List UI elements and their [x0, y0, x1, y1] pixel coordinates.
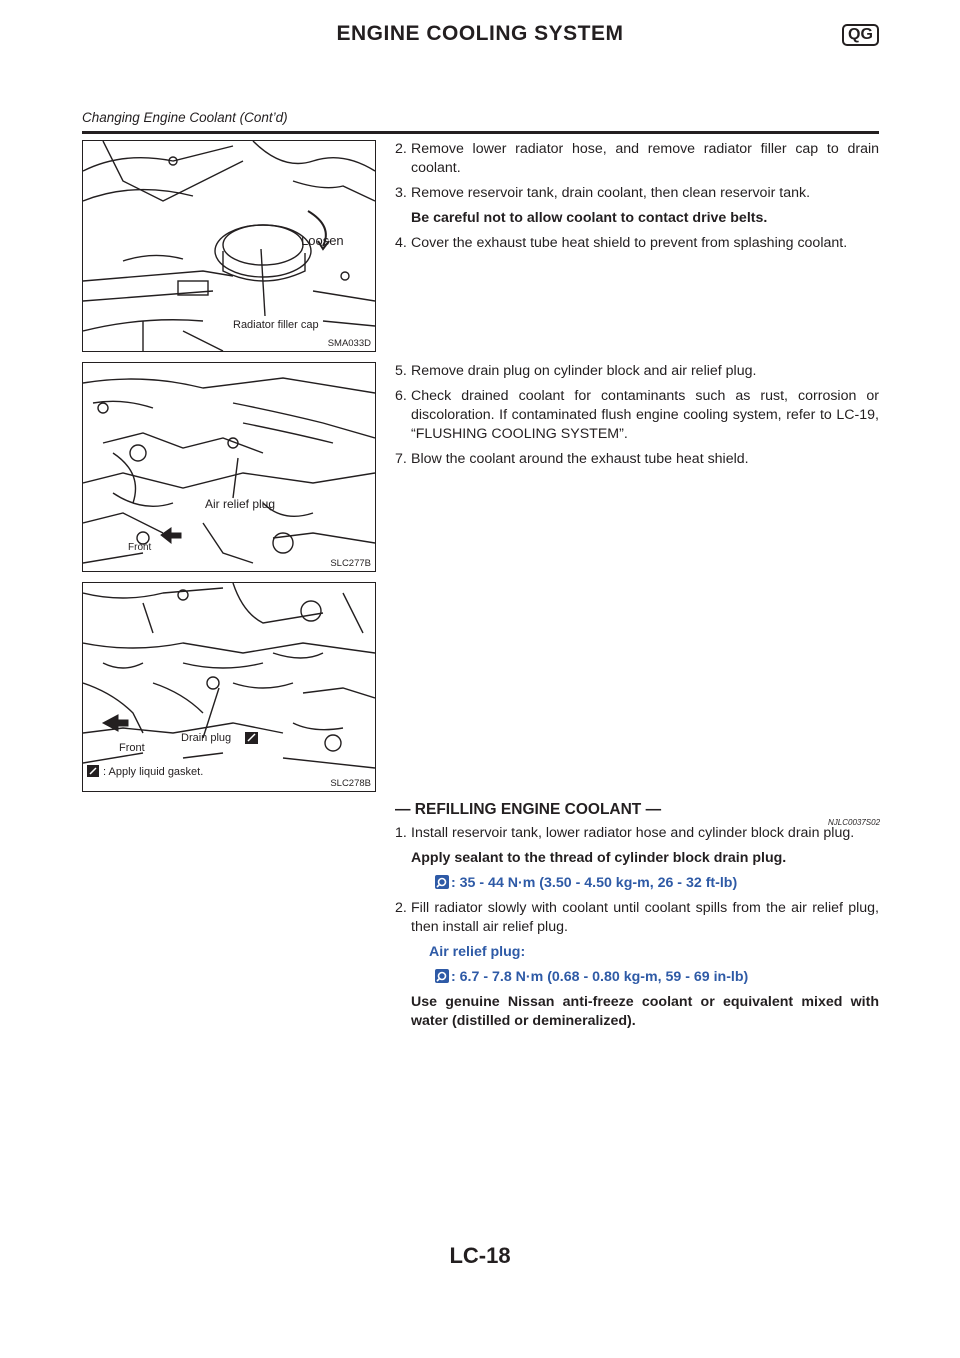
torque-wrench-icon [435, 969, 449, 983]
drain-plug-illustration [83, 583, 375, 791]
page-title: ENGINE COOLING SYSTEM [336, 22, 624, 45]
torque-value: : 35 - 44 N·m (3.50 - 4.50 kg-m, 26 - 32 ft-lb) [451, 875, 738, 891]
step-text: Check drained coolant for contaminants such as rust, corrosion or discoloration. If contaminated flush engine cooling system, refer to LC-19, “FLUSHING COOLING SYSTEM”. [411, 388, 879, 442]
torque-wrench-icon [435, 875, 449, 889]
step-text: Blow the coolant around the exhaust tube heat shield. [411, 451, 749, 467]
air-relief-plug-spec-label: Air relief plug: [429, 944, 526, 960]
figure-code: SMA033D [327, 338, 371, 349]
step-item: 7. Blow the coolant around the exhaust tube heat shield. [395, 451, 749, 467]
figure-air-relief-plug [82, 362, 376, 572]
air-relief-plug-illustration [83, 363, 375, 571]
caution-note: Be careful not to allow coolant to contact drive belts. [411, 210, 768, 226]
radiator-cap-illustration [83, 141, 375, 351]
step-text: Remove lower radiator hose, and remove radiator filler cap to drain coolant. [411, 141, 879, 176]
front-label: Front [128, 542, 152, 553]
page-subtitle: Changing Engine Coolant (Cont’d) [82, 110, 288, 125]
section-code: NJLC0037S02 [828, 818, 881, 827]
step-item: 2. Fill radiator slowly with coolant until coolant spills from the air relief plug, then install air relief plug. [395, 900, 879, 935]
coolant-note: Use genuine Nissan anti-freeze coolant or equivalent mixed with water (distilled or demineralized). [411, 994, 879, 1029]
figure-drain-plug [82, 582, 376, 792]
step-text: Install reservoir tank, lower radiator hose and cylinder block drain plug. [411, 825, 855, 841]
step-item: 3. Remove reservoir tank, drain coolant, then clean reservoir tank. [395, 185, 811, 201]
draining-steps-a [395, 140, 879, 259]
figure-code: SLC278B [330, 778, 371, 789]
draining-steps-b [395, 362, 879, 475]
header-rule [82, 131, 879, 134]
step-item: 4. Cover the exhaust tube heat shield to prevent from splashing coolant. [395, 235, 848, 251]
step-text: Cover the exhaust tube heat shield to prevent from splashing coolant. [411, 235, 848, 251]
refilling-steps [395, 824, 879, 1037]
torque-spec [395, 874, 879, 893]
engine-badge: QG [842, 24, 879, 46]
figure-code: SLC277B [330, 558, 371, 569]
air-relief-plug-label: Air relief plug [205, 497, 276, 511]
step-item: 6. Check drained coolant for contaminants such as rust, corrosion or discoloration. If contaminated flush engine cooling system, refer to LC-19, “FLUSHING COOLING SYSTEM”. [395, 388, 879, 442]
figure-radiator-filler-cap [82, 140, 376, 352]
step-text: Remove drain plug on cylinder block and air relief plug. [411, 363, 757, 379]
page-number: LC-18 [449, 1243, 511, 1268]
step-text: Fill radiator slowly with coolant until coolant spills from the air relief plug, then install air relief plug. [411, 900, 879, 935]
liquid-gasket-label: : Apply liquid gasket. [103, 766, 204, 778]
front-label: Front [119, 742, 145, 754]
loosen-label: Loosen [301, 233, 344, 248]
torque-value: : 6.7 - 7.8 N·m (0.68 - 0.80 kg-m, 59 - 69 in-lb) [451, 969, 749, 985]
drain-plug-label: Drain plug [181, 732, 232, 744]
radiator-filler-cap-label: Radiator filler cap [233, 319, 319, 331]
step-item: 1. Install reservoir tank, lower radiator hose and cylinder block drain plug. [395, 825, 855, 841]
step-text: Remove reservoir tank, drain coolant, then clean reservoir tank. [411, 185, 811, 201]
section-title: — REFILLING ENGINE COOLANT — [395, 801, 662, 818]
sealant-note: Apply sealant to the thread of cylinder block drain plug. [411, 850, 787, 866]
torque-spec [395, 968, 879, 987]
step-item: 2. Remove lower radiator hose, and remove radiator filler cap to drain coolant. [395, 141, 879, 176]
step-item: 5. Remove drain plug on cylinder block and air relief plug. [395, 363, 757, 379]
